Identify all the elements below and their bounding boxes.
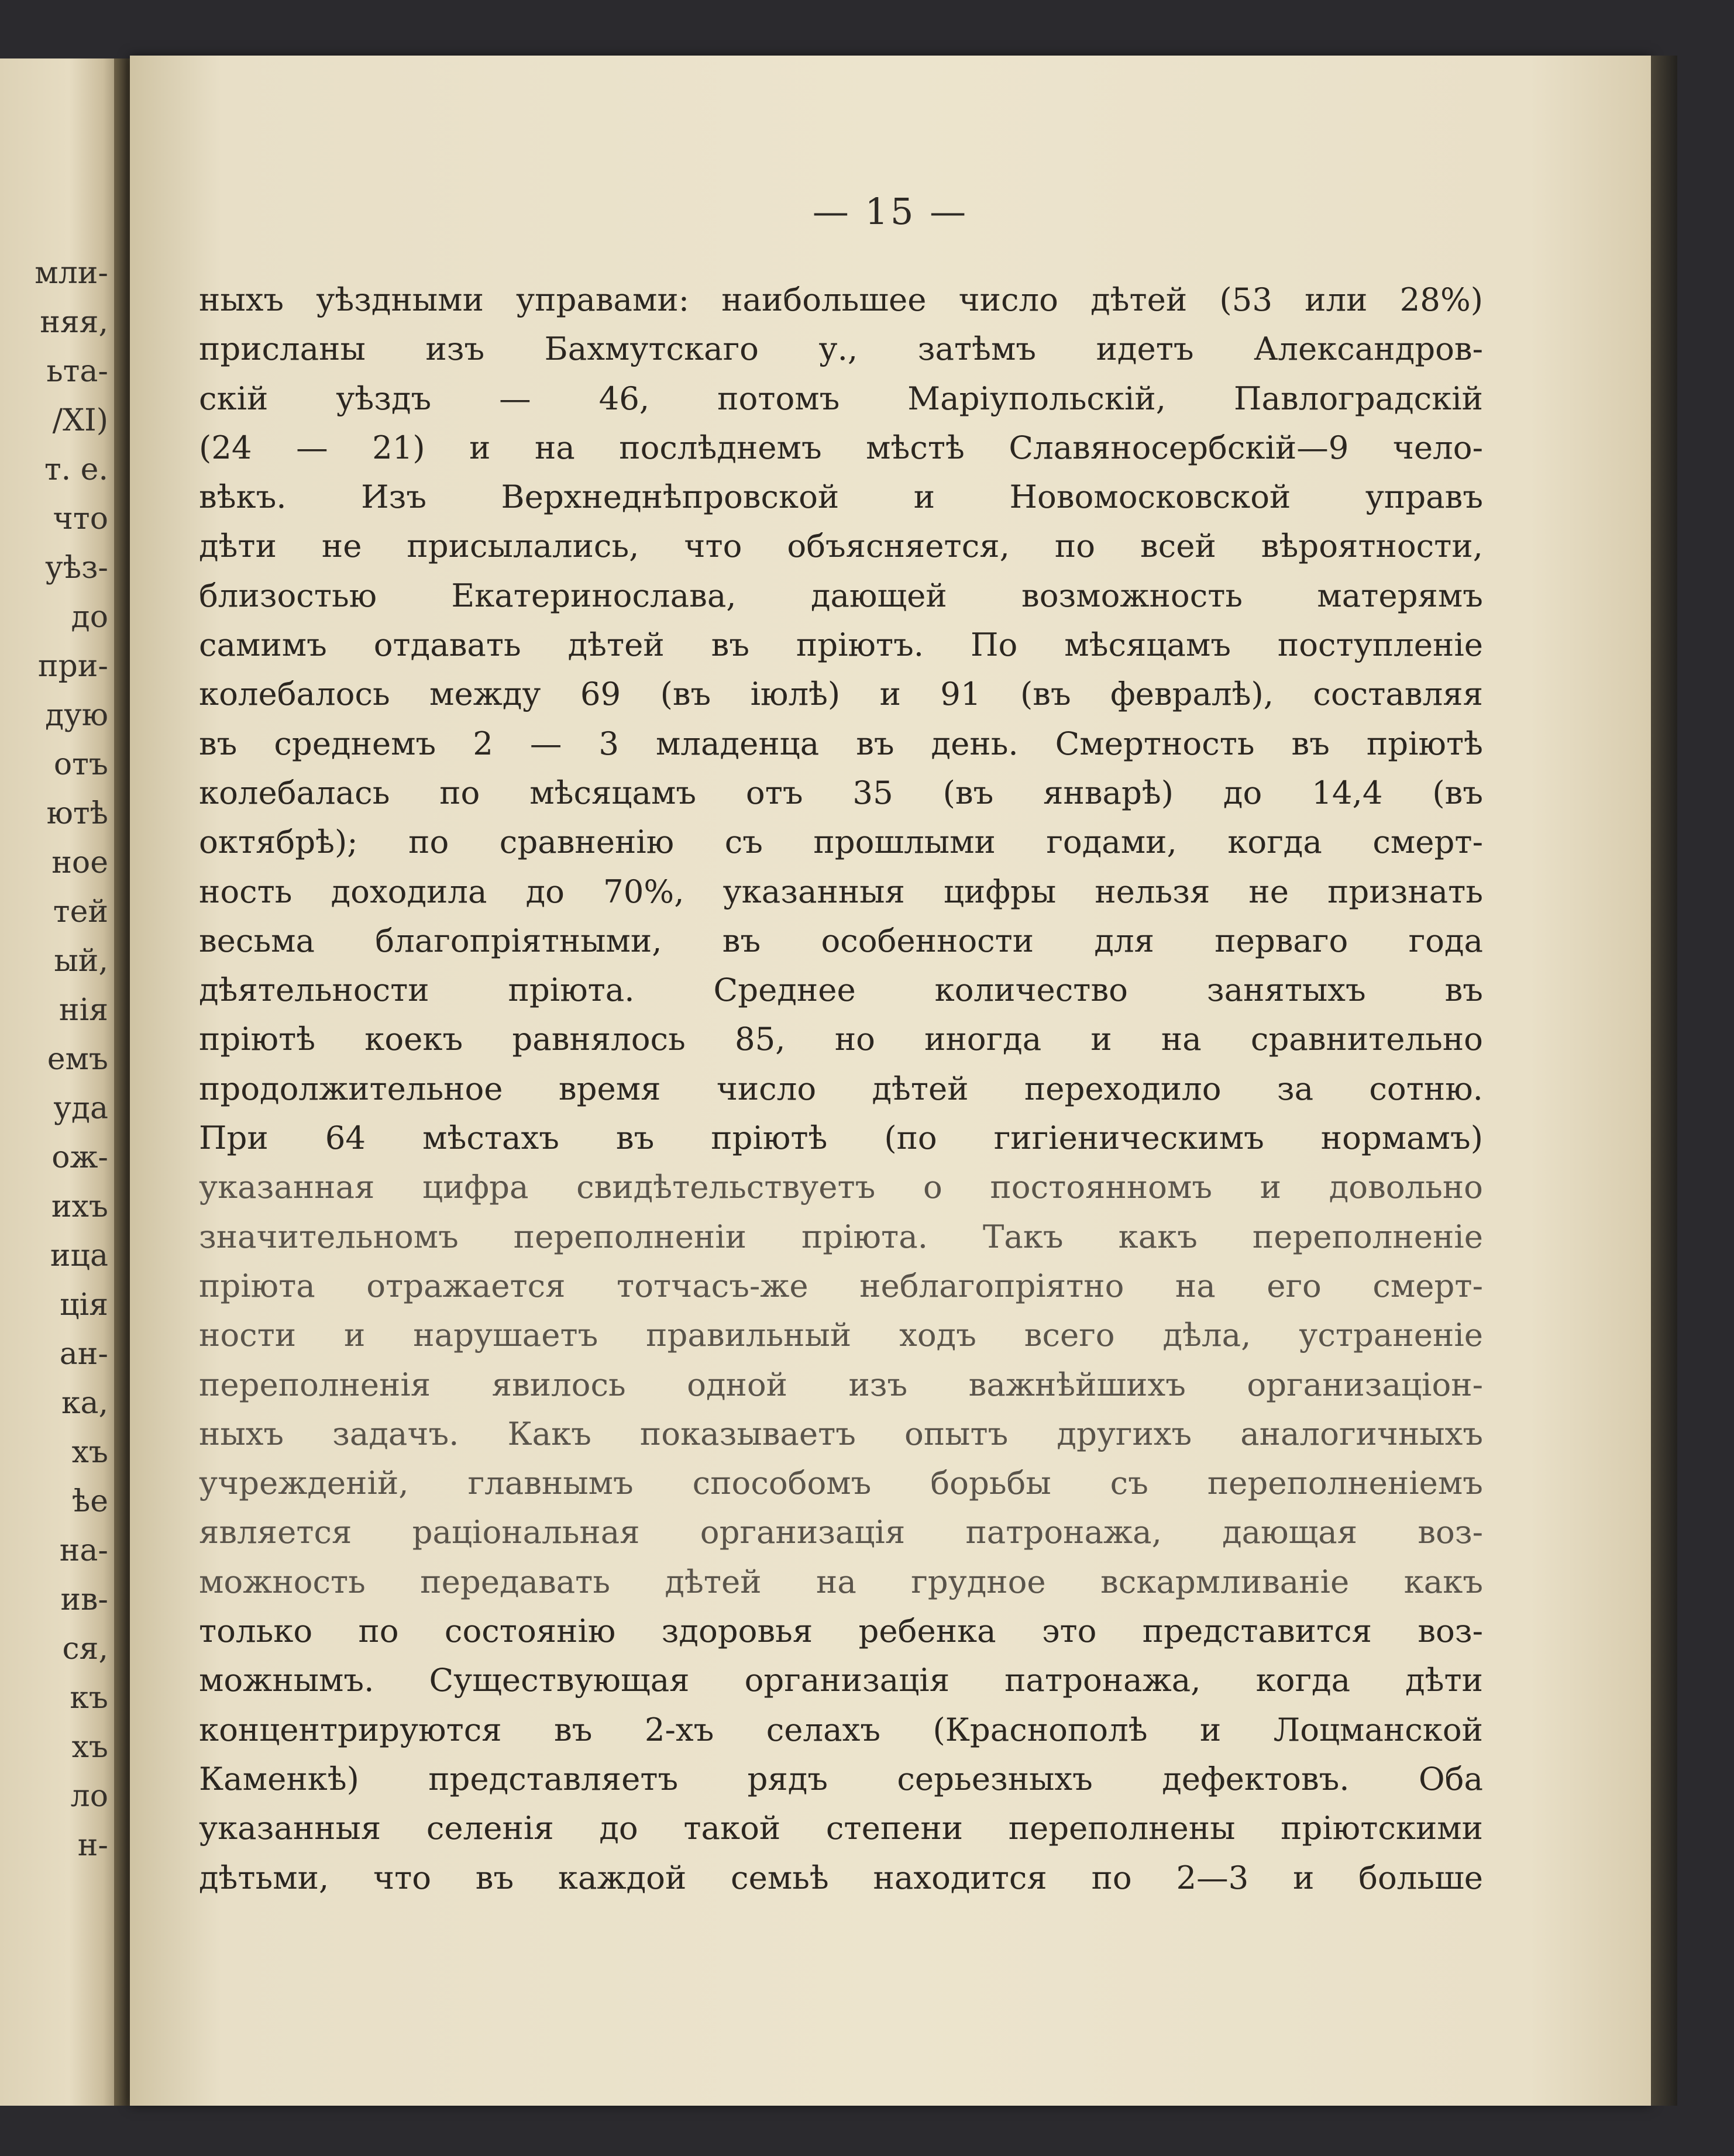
text-line: дѣти не присылались, что объясняется, по всей вѣроятности, bbox=[199, 527, 1483, 565]
previous-page bbox=[0, 58, 126, 2106]
text-line: ность доходила до 70%, указанныя цифры нельзя не признать bbox=[199, 872, 1483, 910]
previous-page-line: мли- bbox=[35, 256, 108, 291]
previous-page-line: ція bbox=[60, 1287, 108, 1322]
previous-page-line: хъ bbox=[71, 1730, 108, 1765]
previous-page-line: хъ bbox=[71, 1435, 108, 1470]
previous-page-text bbox=[35, 249, 108, 1870]
previous-page-line: ное bbox=[51, 845, 108, 880]
previous-page-line: ѣе bbox=[71, 1484, 108, 1519]
text-line: пріютѣ коекъ равнялось 85, но иногда и на сравнительно bbox=[199, 1020, 1483, 1058]
body-text bbox=[199, 275, 1483, 1902]
text-line: самимъ отдавать дѣтей въ пріютъ. По мѣсяцамъ поступленіе bbox=[199, 626, 1483, 664]
previous-page-line: ив- bbox=[60, 1582, 108, 1617]
text-line: весьма благопріятными, въ особенности для перваго года bbox=[199, 921, 1483, 959]
text-line: можнымъ. Существующая организація патронажа, когда дѣти bbox=[199, 1661, 1483, 1699]
previous-page-line: до bbox=[71, 600, 108, 635]
previous-page-line: ьта- bbox=[46, 354, 108, 389]
text-line: продолжительное время число дѣтей переходило за сотню. bbox=[199, 1069, 1483, 1107]
text-line: ныхъ задачъ. Какъ показываетъ опытъ другихъ аналогичныхъ bbox=[199, 1414, 1483, 1452]
previous-page-line: ица bbox=[50, 1238, 108, 1273]
previous-page-line: емъ bbox=[47, 1042, 108, 1077]
text-line: концентрируются въ 2-хъ селахъ (Краснополѣ и Лоцманской bbox=[199, 1710, 1483, 1748]
text-line: указанныя селенія до такой степени переполнены пріютскими bbox=[199, 1809, 1483, 1847]
text-line: вѣкъ. Изъ Верхнеднѣпровской и Новомосковской управъ bbox=[199, 478, 1483, 516]
text-line: ности и нарушаетъ правильный ходъ всего дѣла, устраненіе bbox=[199, 1316, 1483, 1354]
previous-page-line: н- bbox=[77, 1828, 108, 1863]
previous-page-line: къ bbox=[70, 1680, 108, 1716]
page-15 bbox=[130, 56, 1651, 2106]
text-line: учрежденій, главнымъ способомъ борьбы съ переполненіемъ bbox=[199, 1464, 1483, 1502]
text-line: скій уѣздъ — 46, потомъ Маріупольскій, Павлоградскій bbox=[199, 379, 1483, 417]
previous-page-line: /XI) bbox=[52, 403, 108, 438]
page-number: — 15 — bbox=[812, 190, 969, 233]
text-line: переполненія явилось одной изъ важнѣйшихъ организаціон- bbox=[199, 1365, 1483, 1403]
text-line: Каменкѣ) представляетъ рядъ серьезныхъ дефектовъ. Оба bbox=[199, 1759, 1483, 1797]
previous-page-line: ся, bbox=[62, 1631, 108, 1666]
previous-page-line: т. е. bbox=[44, 452, 108, 487]
previous-page-line: на- bbox=[59, 1533, 108, 1568]
text-line: колебалась по мѣсяцамъ отъ 35 (въ январѣ) до 14,4 (въ bbox=[199, 773, 1483, 811]
text-line: колебалось между 69 (въ іюлѣ) и 91 (въ февралѣ), составляя bbox=[199, 675, 1483, 713]
text-line: дѣятельности пріюта. Среднее количество занятыхъ въ bbox=[199, 971, 1483, 1009]
text-line: ныхъ уѣздными управами: наибольшее число дѣтей (53 или 28%) bbox=[199, 281, 1483, 318]
previous-page-line: ютѣ bbox=[46, 796, 108, 831]
text-line: (24 — 21) и на послѣднемъ мѣстѣ Славяносербскій—9 чело- bbox=[199, 428, 1483, 466]
previous-page-line: ый, bbox=[54, 943, 108, 979]
previous-page-line: отъ bbox=[53, 747, 108, 782]
text-line: въ среднемъ 2 — 3 младенца въ день. Смертность въ пріютѣ bbox=[199, 724, 1483, 762]
previous-page-line: ка, bbox=[61, 1386, 108, 1421]
text-line: При 64 мѣстахъ въ пріютѣ (по гигіеническимъ нормамъ) bbox=[199, 1119, 1483, 1157]
previous-page-line: няя, bbox=[40, 305, 108, 340]
previous-page-line: ож- bbox=[51, 1140, 108, 1175]
text-line: пріюта отражается тотчасъ-же неблагопріятно на его смерт- bbox=[199, 1266, 1483, 1304]
text-line: является раціональная организація патронажа, дающая воз- bbox=[199, 1513, 1483, 1551]
text-line: октябрѣ); по сравненію съ прошлыми годами, когда смерт- bbox=[199, 823, 1483, 861]
previous-page-line: тей bbox=[53, 894, 108, 929]
text-line: только по состоянію здоровья ребенка это представится воз- bbox=[199, 1612, 1483, 1650]
previous-page-line: уда bbox=[53, 1091, 108, 1126]
previous-page-line: что bbox=[53, 501, 108, 536]
previous-page-line: ихъ bbox=[51, 1189, 108, 1224]
previous-page-line: уѣз- bbox=[45, 550, 108, 586]
text-line: дѣтьми, что въ каждой семьѣ находится по 2—3 и больше bbox=[199, 1858, 1483, 1896]
page-edge bbox=[1651, 56, 1677, 2106]
text-line: присланы изъ Бахмутскаго у., затѣмъ идетъ Александров- bbox=[199, 330, 1483, 368]
previous-page-line: ан- bbox=[59, 1337, 108, 1372]
text-line: значительномъ переполненіи пріюта. Такъ какъ переполненіе bbox=[199, 1217, 1483, 1255]
text-line: указанная цифра свидѣтельствуетъ о постоянномъ и довольно bbox=[199, 1168, 1483, 1206]
text-line: близостью Екатеринослава, дающей возможность матерямъ bbox=[199, 576, 1483, 614]
previous-page-line: ло bbox=[70, 1779, 108, 1814]
text-line: можность передавать дѣтей на грудное вскармливаніе какъ bbox=[199, 1562, 1483, 1600]
previous-page-line: дую bbox=[45, 698, 108, 733]
previous-page-line: нія bbox=[59, 993, 108, 1028]
previous-page-line: при- bbox=[37, 649, 108, 684]
